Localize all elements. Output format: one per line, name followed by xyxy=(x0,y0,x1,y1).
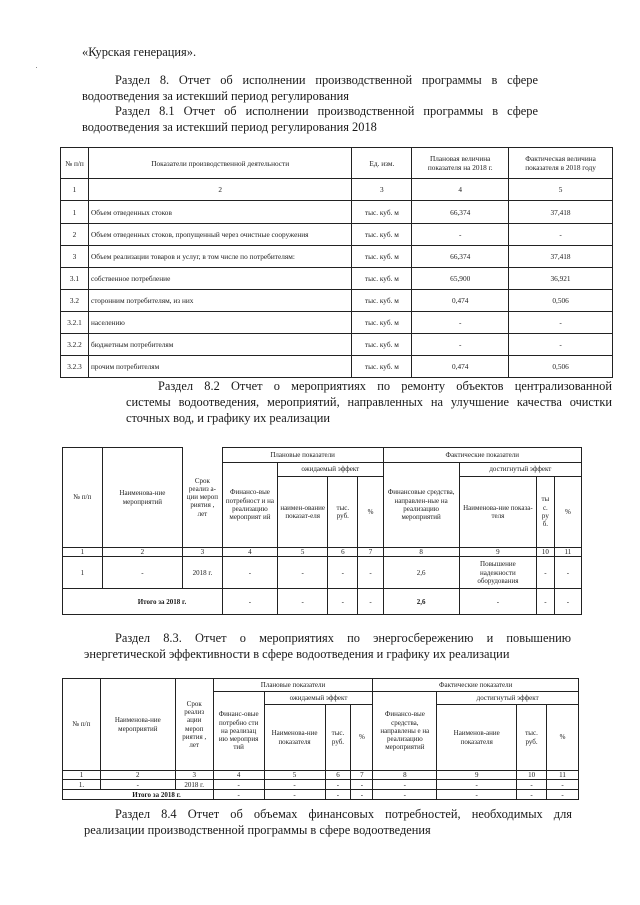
subgroup-header-expected: ожидаемый эффект xyxy=(264,692,373,705)
row-indicator: бюджетным потребителям xyxy=(88,334,351,356)
row-fact: - xyxy=(509,224,613,246)
total-achieved-thousand-rub: - xyxy=(517,790,547,800)
numbering-cell: 4 xyxy=(222,548,277,557)
col-header-expected-name: Наименова-ние показателя xyxy=(264,705,325,771)
row-indicator: сторонним потребителям, из них xyxy=(88,290,351,312)
row-expected-thousand-rub: - xyxy=(328,557,358,589)
row-unit: тыс. куб. м xyxy=(352,312,412,334)
numbering-cell: 3 xyxy=(352,179,412,201)
table-row xyxy=(61,312,613,334)
numbering-cell: 5 xyxy=(509,179,613,201)
row-achieved-percent: - xyxy=(547,780,579,790)
row-financial-spent: - xyxy=(373,780,437,790)
col-header-expected-thousand-rub: тыс. руб. xyxy=(325,705,351,771)
section-8-title-line1: Раздел 8. Отчет об исполнении производственной программы в сфере xyxy=(115,73,538,87)
row-num: 1. xyxy=(63,780,101,790)
row-num: 3.2 xyxy=(61,290,89,312)
numbering-cell: 3 xyxy=(175,771,213,780)
subgroup-header-expected: ожидаемый эффект xyxy=(278,463,383,477)
col-header-plan: Плановая величина показателя на 2018 г. xyxy=(412,148,509,179)
section-8-1-title-line2: водоотведения за истекший период регулирования 2018 xyxy=(82,120,377,134)
numbering-cell: 2 xyxy=(102,548,182,557)
row-unit: тыс. куб. м xyxy=(352,290,412,312)
row-expected-percent: - xyxy=(351,780,373,790)
total-achieved-percent: - xyxy=(554,589,581,615)
row-num: 1 xyxy=(63,557,103,589)
col-header-term: Срок реализ а-ции мероп риятия , лет xyxy=(183,448,223,548)
numbering-cell: 4 xyxy=(412,179,509,201)
table-row xyxy=(61,334,613,356)
col-header-achieved-thousand-rub: ты с. ру б. xyxy=(537,477,555,548)
row-num: 3.2.1 xyxy=(61,312,89,334)
row-expected-name: - xyxy=(264,780,325,790)
numbering-cell: 11 xyxy=(554,548,581,557)
row-measure-name: - xyxy=(102,557,182,589)
col-header-achieved-thousand-rub: тыс. руб. xyxy=(517,705,547,771)
group-header-plan: Плановые показатели xyxy=(213,679,373,692)
row-achieved-percent: - xyxy=(554,557,581,589)
row-financial-needs: - xyxy=(213,780,264,790)
total-spacer xyxy=(63,589,103,615)
row-term: 2018 г. xyxy=(175,780,213,790)
col-header-expected-name: наимен-ование показат-еля xyxy=(278,477,328,548)
total-row xyxy=(63,790,579,800)
row-achieved-thousand-rub: - xyxy=(517,780,547,790)
row-fact: - xyxy=(509,334,613,356)
total-label: Итого за 2018 г. xyxy=(100,790,213,800)
total-achieved-thousand-rub: - xyxy=(537,589,555,615)
total-label: Итого за 2018 г. xyxy=(102,589,222,615)
section-8-4-title-line1: Раздел 8.4 Отчет об объемах финансовых потребностей, необходимых для xyxy=(115,807,572,821)
group-header-fact: Фактические показатели xyxy=(373,679,579,692)
row-num: 3 xyxy=(61,246,89,268)
row-num: 3.2.3 xyxy=(61,356,89,378)
row-indicator: Объем отведенных стоков, пропущенный через очистные сооружения xyxy=(88,224,351,246)
col-header-num: № п/п xyxy=(63,448,103,548)
numbering-cell: 8 xyxy=(383,548,459,557)
scan-speck xyxy=(36,67,37,68)
col-header-num: № п/п xyxy=(63,679,101,771)
numbering-cell: 2 xyxy=(100,771,175,780)
col-header-fact: Фактическая величина показателя в 2018 году xyxy=(509,148,613,179)
row-indicator: прочим потребителям xyxy=(88,356,351,378)
numbering-cell: 5 xyxy=(278,548,328,557)
table-group-header-row xyxy=(63,679,579,692)
col-header-expected-thousand-rub: тыс. руб. xyxy=(328,477,358,548)
row-plan: 0,474 xyxy=(412,356,509,378)
row-unit: тыс. куб. м xyxy=(352,201,412,224)
row-plan: 66,374 xyxy=(412,201,509,224)
total-financial-spent: 2,6 xyxy=(383,589,459,615)
row-indicator: собственное потребление xyxy=(88,268,351,290)
numbering-cell: 2 xyxy=(88,179,351,201)
total-expected-percent: - xyxy=(358,589,383,615)
col-header-measure-name: Наименова-ние мероприятий xyxy=(100,679,175,771)
numbering-cell: 10 xyxy=(537,548,555,557)
row-unit: тыс. куб. м xyxy=(352,246,412,268)
row-num: 3.1 xyxy=(61,268,89,290)
row-term: 2018 г. xyxy=(183,557,223,589)
col-header-achieved-name: Наименова-ние показа-теля xyxy=(459,477,536,548)
col-header-achieved-percent: % xyxy=(554,477,581,548)
numbering-cell: 3 xyxy=(183,548,223,557)
row-financial-needs: - xyxy=(222,557,277,589)
numbering-row xyxy=(61,179,613,201)
section-8-4-title-line2: реализации производственной программы в сфере водоотведения xyxy=(84,823,431,837)
total-expected-thousand-rub: - xyxy=(328,589,358,615)
numbering-cell: 9 xyxy=(459,548,536,557)
numbering-cell: 5 xyxy=(264,771,325,780)
col-header-financial-needs: Финанс-овые потребно сти на реализац ию мероприя тий xyxy=(213,692,264,771)
col-header-financial-spent: Финансовые средства, направлен-ные на реализацию мероприятий xyxy=(383,463,459,548)
total-expected-percent: - xyxy=(351,790,373,800)
table-group-header-row xyxy=(63,448,582,463)
row-achieved-thousand-rub: - xyxy=(537,557,555,589)
row-financial-spent: 2,6 xyxy=(383,557,459,589)
row-fact: 0,506 xyxy=(509,356,613,378)
row-unit: тыс. куб. м xyxy=(352,334,412,356)
row-fact: 36,921 xyxy=(509,268,613,290)
table-row xyxy=(61,356,613,378)
table-header-row xyxy=(61,148,613,179)
row-achieved-name: Повышение надежности оборудования xyxy=(459,557,536,589)
table-row xyxy=(63,557,582,589)
total-financial-needs: - xyxy=(213,790,264,800)
section-8-2-title-line3: сточных вод, и графику их реализации xyxy=(126,411,330,425)
numbering-cell: 7 xyxy=(358,548,383,557)
numbering-cell: 1 xyxy=(63,771,101,780)
numbering-cell: 1 xyxy=(63,548,103,557)
total-achieved-name: - xyxy=(437,790,517,800)
row-unit: тыс. куб. м xyxy=(352,356,412,378)
table-row xyxy=(61,201,613,224)
row-plan: - xyxy=(412,334,509,356)
row-num: 1 xyxy=(61,201,89,224)
numbering-cell: 1 xyxy=(61,179,89,201)
table-row xyxy=(61,224,613,246)
numbering-cell: 11 xyxy=(547,771,579,780)
row-fact: 0,506 xyxy=(509,290,613,312)
numbering-cell: 8 xyxy=(373,771,437,780)
col-header-indicator: Показатели производственной деятельности xyxy=(88,148,351,179)
total-financial-spent: - xyxy=(373,790,437,800)
col-header-expected-percent: % xyxy=(358,477,383,548)
row-plan: 0,474 xyxy=(412,290,509,312)
row-unit: тыс. куб. м xyxy=(352,268,412,290)
total-expected-name: - xyxy=(264,790,325,800)
col-header-term: Срок реализ ации мероп риятия , лет xyxy=(175,679,213,771)
row-indicator: Объем отведенных стоков xyxy=(88,201,351,224)
table-row xyxy=(61,246,613,268)
section-8-3-title-line1: Раздел 8.3. Отчет о мероприятиях по энергосбережению и повышению xyxy=(115,631,571,645)
row-unit: тыс. куб. м xyxy=(352,224,412,246)
row-num: 3.2.2 xyxy=(61,334,89,356)
section-8-2-title-line1: Раздел 8.2 Отчет о мероприятиях по ремонту объектов централизованной xyxy=(158,379,612,393)
row-expected-thousand-rub: - xyxy=(325,780,351,790)
group-header-fact: Фактические показатели xyxy=(383,448,581,463)
col-header-unit: Ед. изм. xyxy=(352,148,412,179)
section-8-2-title-line2: системы водоотведения, мероприятий, направленных на улучшение качества очистки xyxy=(126,395,612,409)
row-fact: 37,418 xyxy=(509,201,613,224)
section-8-3-title-line2: энергетической эффективности в сфере водоотведения и графику их реализации xyxy=(84,647,510,661)
numbering-cell: 7 xyxy=(351,771,373,780)
table-row xyxy=(61,290,613,312)
numbering-cell: 4 xyxy=(213,771,264,780)
subgroup-header-achieved: достигнутый эффект xyxy=(459,463,581,477)
row-achieved-name: - xyxy=(437,780,517,790)
intro-line: «Курская генерация». xyxy=(82,45,197,59)
row-expected-name: - xyxy=(278,557,328,589)
row-plan: - xyxy=(412,312,509,334)
row-plan: 66,374 xyxy=(412,246,509,268)
row-measure-name: - xyxy=(100,780,175,790)
section-8-title-line2: водоотведения за истекший период регулирования xyxy=(82,89,349,103)
numbering-cell: 6 xyxy=(328,548,358,557)
numbering-row xyxy=(63,548,582,557)
total-financial-needs: - xyxy=(222,589,277,615)
production-table xyxy=(60,147,613,378)
repair-measures-table xyxy=(62,447,582,615)
subgroup-header-achieved: достигнутый эффект xyxy=(437,692,579,705)
row-num: 2 xyxy=(61,224,89,246)
section-8-1-title-line1: Раздел 8.1 Отчет об исполнении производственной программы в сфере xyxy=(115,104,538,118)
group-header-plan: Плановые показатели xyxy=(222,448,383,463)
table-row xyxy=(63,780,579,790)
row-expected-percent: - xyxy=(358,557,383,589)
row-fact: - xyxy=(509,312,613,334)
col-header-achieved-name: Наименов-ание показателя xyxy=(437,705,517,771)
row-plan: 65,900 xyxy=(412,268,509,290)
col-header-financial-spent: Финансо-вые средства, направлены е на реализацию мероприятий xyxy=(373,692,437,771)
col-header-achieved-percent: % xyxy=(547,705,579,771)
total-achieved-percent: - xyxy=(547,790,579,800)
col-header-expected-percent: % xyxy=(351,705,373,771)
row-fact: 37,418 xyxy=(509,246,613,268)
numbering-cell: 10 xyxy=(517,771,547,780)
energy-saving-table xyxy=(62,678,579,800)
total-spacer xyxy=(63,790,101,800)
total-achieved-name: - xyxy=(459,589,536,615)
row-indicator: Объем реализации товаров и услуг, в том числе по потребителям: xyxy=(88,246,351,268)
total-row xyxy=(63,589,582,615)
numbering-cell: 9 xyxy=(437,771,517,780)
row-indicator: населению xyxy=(88,312,351,334)
col-header-financial-needs: Финансо-вые потребност и на реализацию мероприят ий xyxy=(222,463,277,548)
row-plan: - xyxy=(412,224,509,246)
numbering-cell: 6 xyxy=(325,771,351,780)
col-header-measure-name: Наименова-ние мероприятий xyxy=(102,448,182,548)
total-expected-thousand-rub: - xyxy=(325,790,351,800)
numbering-row xyxy=(63,771,579,780)
col-header-num: № п/п xyxy=(61,148,89,179)
total-expected-name: - xyxy=(278,589,328,615)
table-row xyxy=(61,268,613,290)
